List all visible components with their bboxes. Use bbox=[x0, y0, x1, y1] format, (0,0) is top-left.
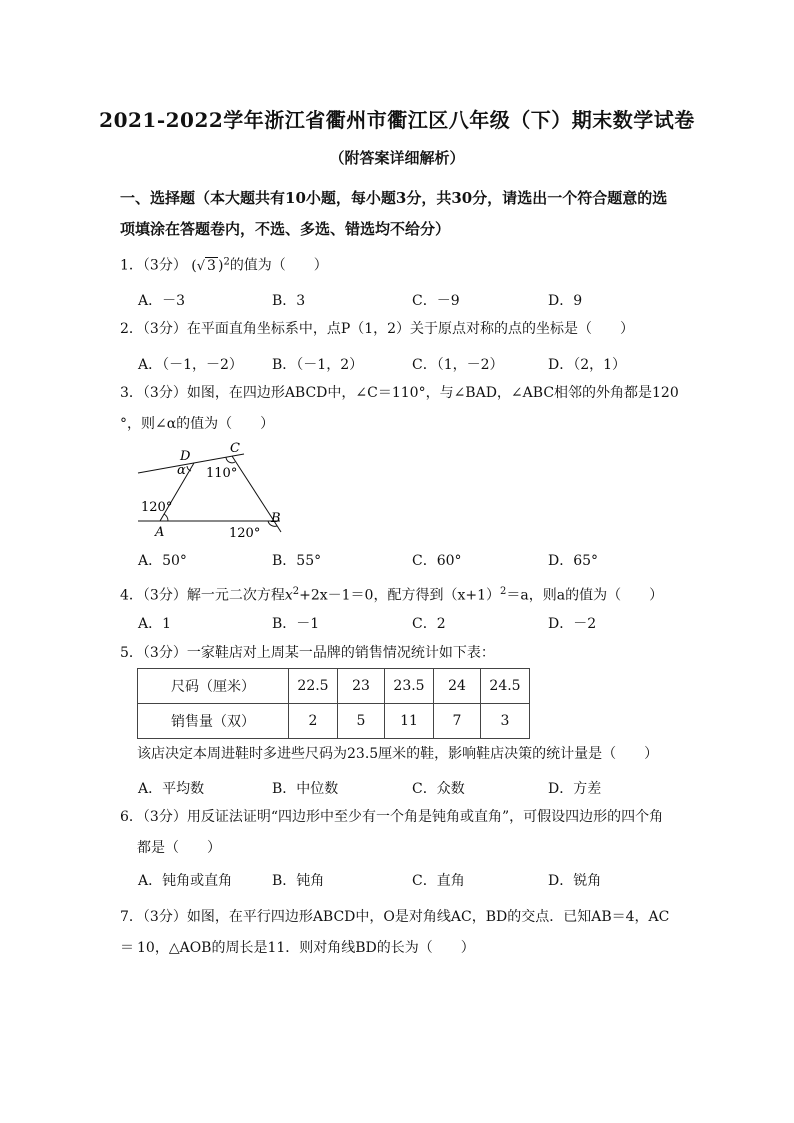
table-cell: 24 bbox=[434, 669, 481, 704]
table-cell: 24.5 bbox=[481, 669, 530, 704]
table-cell: 7 bbox=[434, 704, 481, 739]
section-heading: 一、选择题（本大题共有10小题，每小题3分，共30分，请选出一个符合题意的选项填涂在答题卷内，不选、多选、错选均不给分） bbox=[120, 189, 668, 238]
q6-options bbox=[138, 870, 678, 894]
q4-option-c[interactable]: C．2 bbox=[412, 616, 446, 632]
q5-option-d[interactable]: D．方差 bbox=[548, 781, 602, 797]
table-cell: 5 bbox=[338, 704, 385, 739]
q4-prefix: 4．（3分）解一元二次方程 bbox=[120, 587, 285, 604]
q3-options bbox=[138, 550, 678, 574]
q5-row1-header: 尺码（厘米） bbox=[138, 669, 289, 704]
q3-label-angle-c: 110° bbox=[206, 466, 238, 481]
table-cell: 11 bbox=[385, 704, 434, 739]
q3-label-a: A bbox=[155, 525, 165, 540]
question-7-line-1: 7．（3分）如图，在平行四边形ABCD中，O是对角线AC，BD的交点．已知AB＝4，AC＝ bbox=[120, 909, 670, 956]
q1-exponent: 2 bbox=[223, 256, 230, 267]
q6-option-a[interactable]: A．钝角或直角 bbox=[138, 873, 233, 889]
q5-option-b[interactable]: B．中位数 bbox=[272, 781, 339, 797]
q4-exp-1: 2 bbox=[292, 586, 300, 597]
q3-label-b: B bbox=[271, 511, 281, 526]
question-2: 2．（3分）在平面直角坐标系中，点P（1，2）关于原点对称的点的坐标是（ ） bbox=[120, 321, 635, 337]
q2-option-c[interactable]: C．（1，－2） bbox=[412, 357, 504, 373]
q4-option-b[interactable]: B．－1 bbox=[272, 616, 320, 632]
question-6-line-1: 6．（3分）用反证法证明“四边形中至少有一个角是钝角或直角”，可假设四边形的四个角 bbox=[120, 809, 664, 825]
q1-prefix: 1．（3分） bbox=[120, 257, 187, 274]
page-title: 2021-2022学年浙江省衢州市衢江区八年级（下）期末数学试卷 bbox=[99, 108, 695, 132]
question-5: 5．（3分）一家鞋店对上周某一品牌的销售情况统计如下表： bbox=[120, 645, 495, 661]
question-3-line-1: 3．（3分）如图，在四边形ABCD中，∠C＝110°，与∠BAD，∠ABC相邻的外角都是120 bbox=[120, 385, 679, 401]
q3-option-c[interactable]: C．60° bbox=[412, 553, 462, 569]
q1-expression: (√ 3 )$^2$ bbox=[191, 256, 230, 274]
q4-eq-part-1: +2x－1＝0，配方得到（x+1） bbox=[299, 587, 500, 604]
table-cell: 23 bbox=[338, 669, 385, 704]
q1-option-d[interactable]: D．9 bbox=[548, 293, 583, 309]
q2-option-a[interactable]: A．（－1，－2） bbox=[138, 357, 243, 373]
question-6-line-2: 都是（ ） bbox=[137, 840, 221, 856]
q3-option-b[interactable]: B．55° bbox=[272, 553, 322, 569]
q3-figure bbox=[134, 440, 294, 545]
page-subtitle: （附答案详细解析） bbox=[329, 149, 465, 167]
question-3-line-2: °，则∠α的值为（ ） bbox=[120, 416, 275, 432]
q5-table bbox=[137, 668, 530, 739]
q4-eq-part-2: ＝a，则a的值为（ ） bbox=[506, 587, 664, 604]
q5-row2-header: 销售量（双） bbox=[138, 704, 289, 739]
question-4 bbox=[120, 576, 680, 612]
table-cell: 23.5 bbox=[385, 669, 434, 704]
q4-exp-2: 2 bbox=[500, 586, 507, 597]
q6-option-d[interactable]: D．锐角 bbox=[548, 873, 602, 889]
q2-option-d[interactable]: D．（2，1） bbox=[548, 357, 627, 373]
table-row bbox=[138, 704, 530, 739]
q4-options bbox=[138, 613, 678, 637]
q3-label-alpha: α bbox=[177, 463, 186, 478]
q6-option-c[interactable]: C．直角 bbox=[412, 873, 465, 889]
q2-options bbox=[138, 354, 678, 378]
q3-label-angle-b: 120° bbox=[229, 526, 261, 541]
q5-options bbox=[138, 778, 678, 802]
question-5-after: 该店决定本周进鞋时多进些尺码为23.5厘米的鞋，影响鞋店决策的统计量是（ ） bbox=[137, 746, 659, 762]
q3-label-c: C bbox=[230, 441, 240, 456]
q3-option-d[interactable]: D．65° bbox=[548, 553, 599, 569]
q3-label-angle-a: 120° bbox=[141, 500, 173, 515]
q4-option-a[interactable]: A．1 bbox=[138, 616, 172, 632]
question-7-line-2: 10，△AOB的周长是11．则对角线BD的长为（ ） bbox=[137, 940, 475, 956]
question-1 bbox=[120, 246, 680, 282]
q3-label-d: D bbox=[180, 449, 191, 464]
q5-option-c[interactable]: C．众数 bbox=[412, 781, 465, 797]
q4-option-d[interactable]: D．－2 bbox=[548, 616, 597, 632]
table-cell: 3 bbox=[481, 704, 530, 739]
q4-var-x: x bbox=[284, 587, 293, 604]
q6-option-b[interactable]: B．钝角 bbox=[272, 873, 325, 889]
q1-options bbox=[138, 290, 678, 314]
q1-option-a[interactable]: A．－3 bbox=[138, 293, 186, 309]
q2-option-b[interactable]: B．（－1，2） bbox=[272, 357, 364, 373]
q1-radicand: 3 bbox=[207, 257, 216, 274]
q5-option-a[interactable]: A．平均数 bbox=[138, 781, 205, 797]
q1-option-b[interactable]: B．3 bbox=[272, 293, 306, 309]
q3-option-a[interactable]: A．50° bbox=[138, 553, 187, 569]
q3-arc-a bbox=[164, 514, 168, 521]
table-row bbox=[138, 669, 530, 704]
q1-option-c[interactable]: C．－9 bbox=[412, 293, 460, 309]
q1-suffix: 的值为（ ） bbox=[229, 257, 328, 274]
q3-line-cb bbox=[232, 456, 274, 521]
table-cell: 2 bbox=[289, 704, 338, 739]
table-cell: 22.5 bbox=[289, 669, 338, 704]
